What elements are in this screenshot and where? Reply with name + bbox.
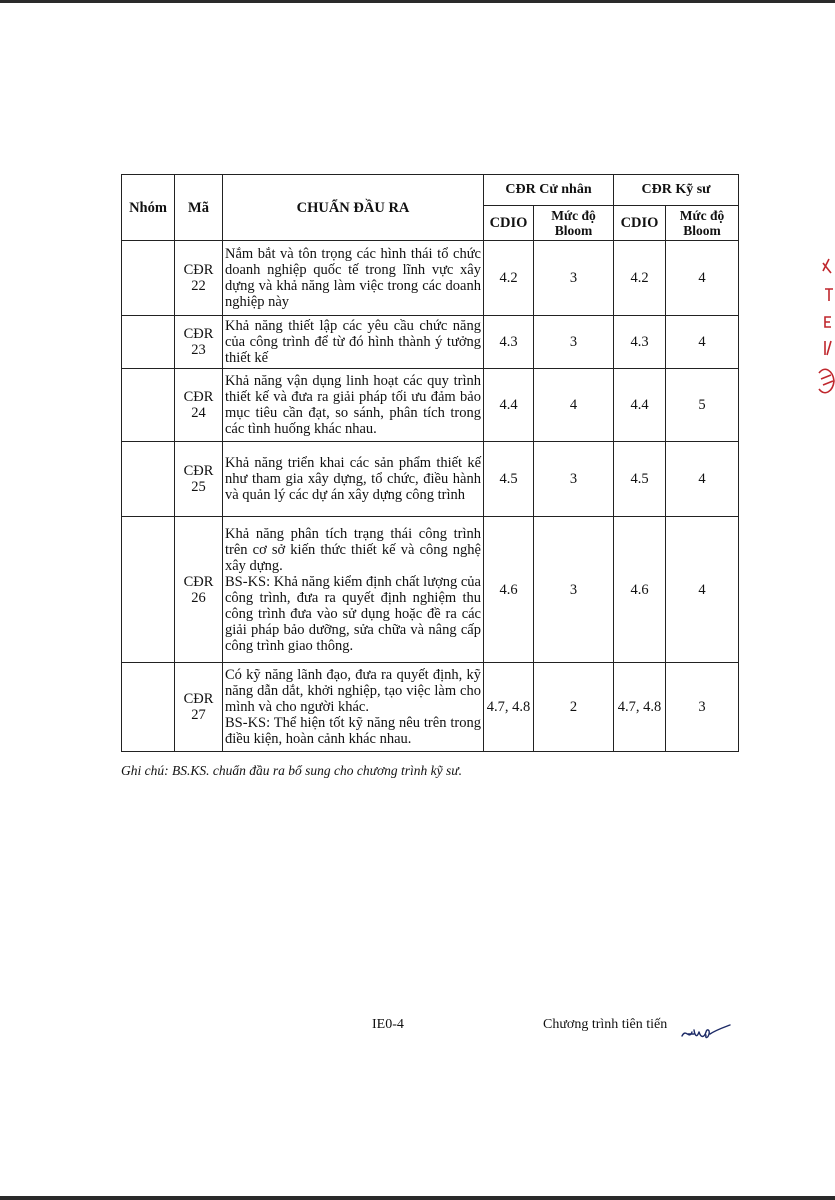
table-row — [122, 241, 739, 316]
outcome-description: Khả năng triển khai các sản phẩm thiết kế như tham gia xây dựng, tổ chức, điều hành và quản lý các dự án xây dựng công trình — [223, 442, 484, 517]
engineer-cdio: 4.2 — [614, 241, 666, 316]
header-engineer-cdio: CDIO — [614, 206, 666, 241]
engineer-bloom: 4 — [666, 241, 739, 316]
engineer-cdio: 4.7, 4.8 — [614, 663, 666, 752]
engineer-bloom: 4 — [666, 316, 739, 369]
engineer-bloom: 4 — [666, 517, 739, 663]
outcome-code: CĐR 26 — [175, 517, 223, 663]
outcome-description: Khả năng thiết lập các yêu cầu chức năng của công trình để từ đó hình thành ý tưởng thiết kế — [223, 316, 484, 369]
outcome-code: CĐR 22 — [175, 241, 223, 316]
header-bachelor-cdio: CDIO — [484, 206, 534, 241]
table-row — [122, 316, 739, 369]
table-row — [122, 369, 739, 442]
outcome-text: Khả năng phân tích trạng thái công trình trên cơ sở kiến thức thiết kế và công nghệ xây dựng. — [225, 525, 481, 574]
header-outcome: CHUẨN ĐẦU RA — [223, 175, 484, 241]
bachelor-cdio: 4.4 — [484, 369, 534, 442]
engineer-cdio: 4.3 — [614, 316, 666, 369]
bachelor-cdio: 4.7, 4.8 — [484, 663, 534, 752]
outcome-code: CĐR 24 — [175, 369, 223, 442]
engineer-bloom: 5 — [666, 369, 739, 442]
outcome-description: Khả năng vận dụng linh hoạt các quy trình thiết kế và đưa ra giải pháp tối ưu đảm bảo mục tiêu cần đạt, so sánh, phân tích trong các tình huống khác nhau. — [223, 369, 484, 442]
group-cell — [122, 369, 175, 442]
engineer-bloom: 3 — [666, 663, 739, 752]
scan-edge-top — [0, 0, 835, 3]
engineer-cdio: 4.4 — [614, 369, 666, 442]
table-row — [122, 517, 739, 663]
signature-mark — [680, 1022, 732, 1044]
header-engineer-bloom: Mức độ Bloom — [666, 206, 739, 241]
outcome-code: CĐR 27 — [175, 663, 223, 752]
engineer-bloom: 4 — [666, 442, 739, 517]
scan-edge-bottom — [0, 1196, 835, 1200]
outcome-code: CĐR 25 — [175, 442, 223, 517]
bachelor-cdio: 4.6 — [484, 517, 534, 663]
engineer-cdio: 4.6 — [614, 517, 666, 663]
outcome-code: CĐR 23 — [175, 316, 223, 369]
table-row — [122, 442, 739, 517]
bachelor-bloom: 3 — [534, 316, 614, 369]
group-cell — [122, 663, 175, 752]
group-cell — [122, 241, 175, 316]
outcome-description — [223, 663, 484, 752]
outcome-description: Nắm bắt và tôn trọng các hình thái tổ chức doanh nghiệp quốc tế trong lĩnh vực xây dựng và khả năng làm việc trong các doanh nghiệp này — [223, 241, 484, 316]
bachelor-bloom: 4 — [534, 369, 614, 442]
bachelor-bloom: 3 — [534, 442, 614, 517]
outcome-description — [223, 517, 484, 663]
engineer-cdio: 4.5 — [614, 442, 666, 517]
bachelor-bloom: 3 — [534, 241, 614, 316]
page-code: IE0-4 — [372, 1017, 404, 1032]
header-group: Nhóm — [122, 175, 175, 241]
bachelor-bloom: 3 — [534, 517, 614, 663]
bachelor-cdio: 4.5 — [484, 442, 534, 517]
header-bachelor-bloom: Mức độ Bloom — [534, 206, 614, 241]
header-engineer: CĐR Kỹ sư — [614, 175, 739, 206]
bachelor-cdio: 4.2 — [484, 241, 534, 316]
table-row — [122, 663, 739, 752]
learning-outcomes-table — [121, 174, 739, 752]
outcome-text: Có kỹ năng lãnh đạo, đưa ra quyết định, kỹ năng dẫn dắt, khởi nghiệp, tạo việc làm cho mình và cho người khác. — [225, 667, 481, 715]
group-cell — [122, 517, 175, 663]
header-code: Mã — [175, 175, 223, 241]
header-bachelor: CĐR Cử nhân — [484, 175, 614, 206]
bachelor-cdio: 4.3 — [484, 316, 534, 369]
group-cell — [122, 442, 175, 517]
outcome-engineer-supplement: BS-KS: Khả năng kiểm định chất lượng của công trình, đưa ra quyết định nghiệm thu công trình đưa vào sử dụng hoặc đề ra các giải pháp bảo dưỡng, sửa chữa và nâng cấp công trình giao thông. — [225, 573, 481, 654]
bachelor-bloom: 2 — [534, 663, 614, 752]
outcome-engineer-supplement: BS-KS: Thể hiện tốt kỹ năng nêu trên trong điều kiện, hoàn cảnh khác nhau. — [225, 715, 481, 747]
red-stamp-fragment — [815, 255, 835, 405]
table-note: Ghi chú: BS.KS. chuẩn đầu ra bổ sung cho chương trình kỹ sư. — [121, 763, 463, 778]
program-name: Chương trình tiên tiến — [543, 1017, 668, 1032]
group-cell — [122, 316, 175, 369]
